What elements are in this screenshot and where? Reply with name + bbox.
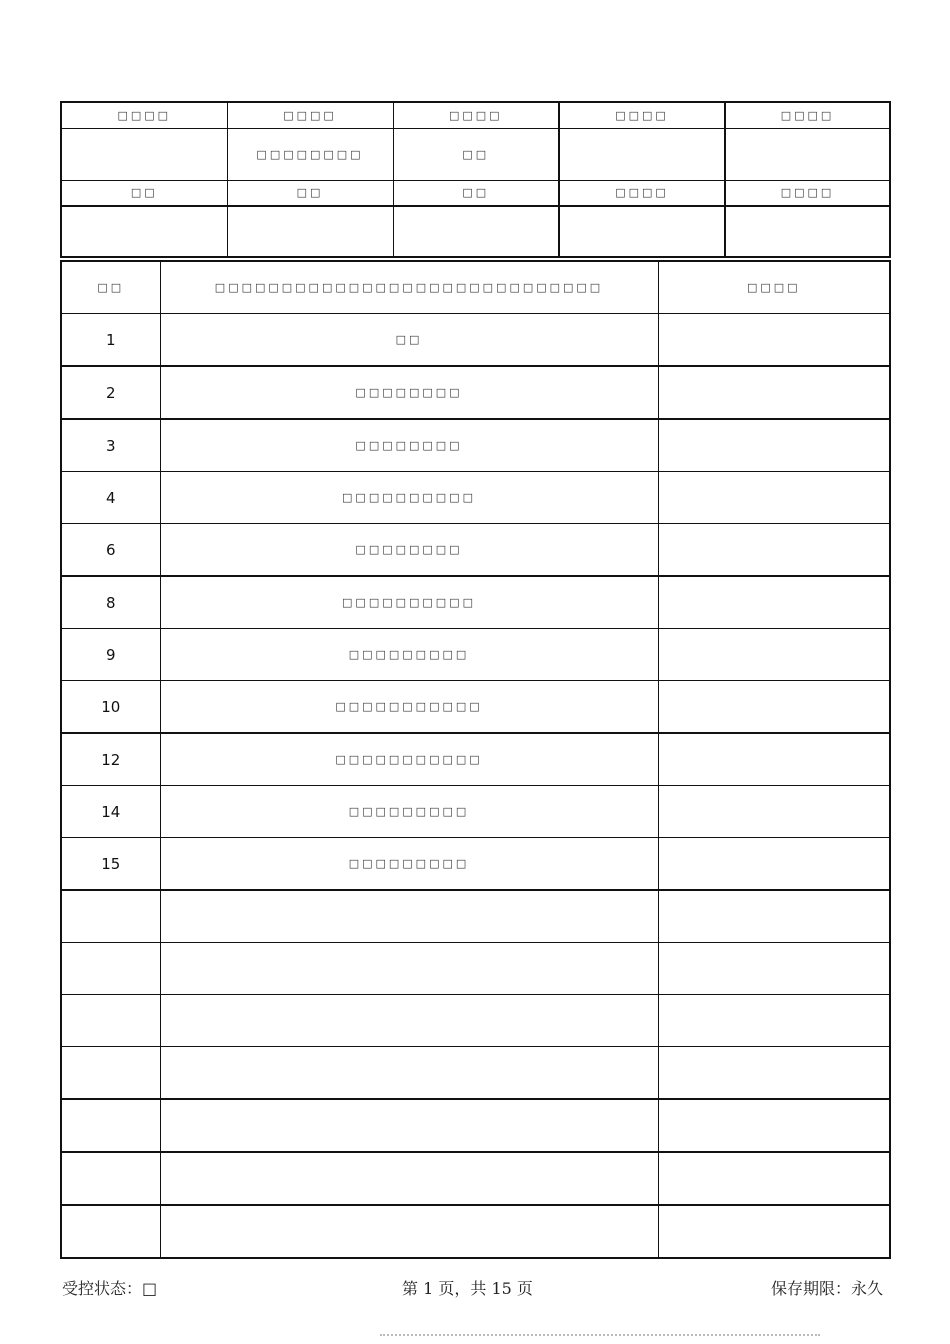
- header-label-cell: □□□□: [393, 102, 559, 128]
- header-info-table: [60, 101, 891, 258]
- row-name: [160, 1047, 658, 1100]
- row-number: [61, 943, 160, 995]
- row-note: [658, 1047, 890, 1100]
- table-row: [61, 1152, 890, 1205]
- row-number: 14: [61, 786, 160, 838]
- row-name: [160, 1099, 658, 1152]
- row-name: □□□□□□□□□□: [160, 576, 658, 629]
- column-header-no: □□: [61, 261, 160, 314]
- row-name: □□□□□□□□□□□: [160, 733, 658, 786]
- row-name: □□□□□□□□: [160, 419, 658, 472]
- header-value-cell: [725, 128, 890, 180]
- row-name: [160, 995, 658, 1047]
- retention-period: 保存期限：永久: [771, 1279, 884, 1298]
- row-note: [658, 629, 890, 681]
- row-note: [658, 524, 890, 577]
- table-header-row: [61, 261, 890, 314]
- table-row: [61, 1047, 890, 1100]
- row-number: 8: [61, 576, 160, 629]
- row-note: [658, 576, 890, 629]
- row-number: 3: [61, 419, 160, 472]
- row-number: 9: [61, 629, 160, 681]
- row-number: 2: [61, 366, 160, 419]
- table-row: [61, 681, 890, 734]
- row-note: [658, 733, 890, 786]
- row-number: 12: [61, 733, 160, 786]
- header-label-cell: □□□□: [559, 180, 725, 206]
- header-value-cell: [725, 206, 890, 257]
- row-name: □□: [160, 314, 658, 367]
- row-number: 1: [61, 314, 160, 367]
- row-name: [160, 1152, 658, 1205]
- row-name: [160, 1205, 658, 1258]
- header-label-cell: □□□□: [61, 102, 227, 128]
- table-row: [61, 890, 890, 943]
- header-label-cell: □□: [227, 180, 393, 206]
- row-number: 6: [61, 524, 160, 577]
- row-note: [658, 838, 890, 891]
- header-label-cell: □□: [393, 180, 559, 206]
- header-label-cell: □□: [61, 180, 227, 206]
- row-name: □□□□□□□□: [160, 524, 658, 577]
- header-label-cell: □□□□: [227, 102, 393, 128]
- table-row: [61, 524, 890, 577]
- header-label-cell: □□□□: [725, 102, 890, 128]
- table-row: [61, 314, 890, 367]
- column-header-name: □□□□□□□□□□□□□□□□□□□□□□□□□□□□□: [160, 261, 658, 314]
- header-value-cell: [227, 206, 393, 257]
- table-row: [61, 995, 890, 1047]
- row-note: [658, 1152, 890, 1205]
- header-label-cell: □□□□: [725, 180, 890, 206]
- row-number: [61, 890, 160, 943]
- row-name: [160, 943, 658, 995]
- header-value-cell: [61, 206, 227, 257]
- bottom-artifact: [380, 1334, 820, 1342]
- table-row: [61, 629, 890, 681]
- row-note: [658, 1205, 890, 1258]
- page-info: 第 1 页，共 15 页: [402, 1279, 533, 1298]
- row-name: □□□□□□□□: [160, 366, 658, 419]
- row-name: □□□□□□□□□□□: [160, 681, 658, 734]
- row-number: 4: [61, 472, 160, 524]
- header-value-cell: [559, 206, 725, 257]
- row-number: [61, 995, 160, 1047]
- header-value-cell: □□: [393, 128, 559, 180]
- table-row: [61, 472, 890, 524]
- row-note: [658, 943, 890, 995]
- row-note: [658, 890, 890, 943]
- row-number: [61, 1152, 160, 1205]
- row-note: [658, 314, 890, 367]
- table-row: [61, 419, 890, 472]
- row-note: [658, 1099, 890, 1152]
- header-label-cell: □□□□: [559, 102, 725, 128]
- header-value-cell: □□□□□□□□: [227, 128, 393, 180]
- table-row: [61, 733, 890, 786]
- table-row: [61, 576, 890, 629]
- header-value-cell: [61, 128, 227, 180]
- table-row: [61, 1099, 890, 1152]
- row-note: [658, 419, 890, 472]
- header-value-cell: [393, 206, 559, 257]
- control-status: 受控状态：□: [62, 1279, 158, 1298]
- row-number: 15: [61, 838, 160, 891]
- row-name: □□□□□□□□□: [160, 838, 658, 891]
- row-number: 10: [61, 681, 160, 734]
- table-row: [61, 366, 890, 419]
- row-number: [61, 1099, 160, 1152]
- table-row: [61, 786, 890, 838]
- table-row: [61, 943, 890, 995]
- row-name: [160, 890, 658, 943]
- document-list-table: [60, 260, 891, 1259]
- row-note: [658, 681, 890, 734]
- column-header-note: □□□□: [658, 261, 890, 314]
- row-number: [61, 1205, 160, 1258]
- row-name: □□□□□□□□□: [160, 629, 658, 681]
- row-note: [658, 472, 890, 524]
- table-row: [61, 838, 890, 891]
- table-row: [61, 1205, 890, 1258]
- row-note: [658, 366, 890, 419]
- row-name: □□□□□□□□□: [160, 786, 658, 838]
- header-value-cell: [559, 128, 725, 180]
- row-note: [658, 786, 890, 838]
- row-note: [658, 995, 890, 1047]
- row-name: □□□□□□□□□□: [160, 472, 658, 524]
- row-number: [61, 1047, 160, 1100]
